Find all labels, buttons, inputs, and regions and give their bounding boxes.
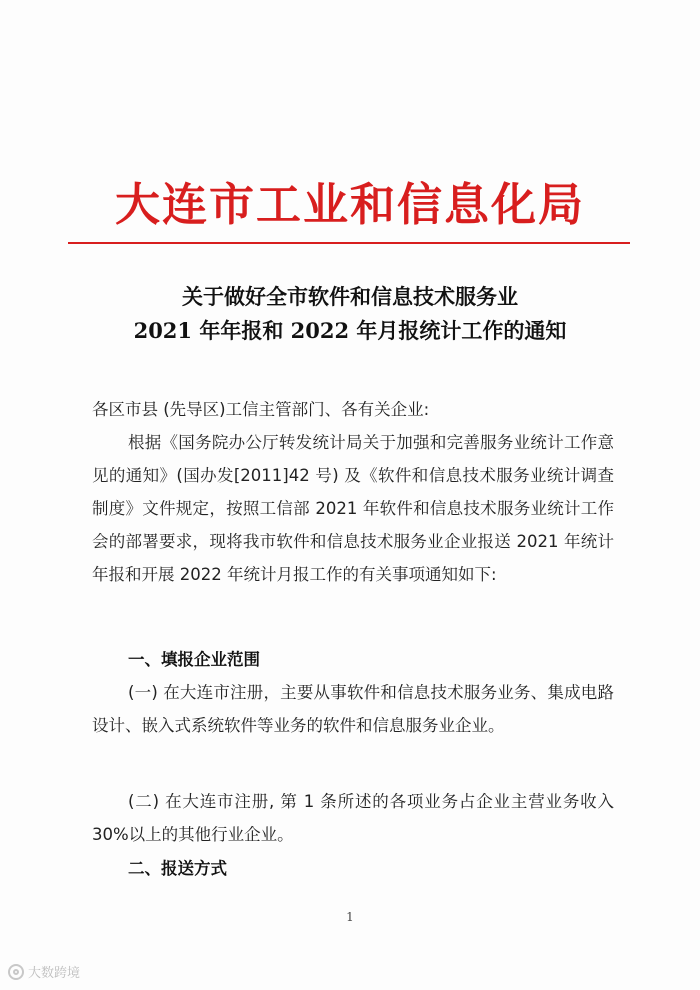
issuer-header: 大连市工业和信息化局: [114, 178, 585, 231]
watermark: [8, 962, 80, 981]
title-line-1: 关于做好全市软件和信息技术服务业: [182, 284, 518, 309]
title-line-2: 2021 年年报和 2022 年月报统计工作的通知: [133, 318, 567, 343]
item-1-text: (一) 在大连市注册，主要从事软件和信息技术服务业务、集成电路设计、嵌入式系统软件等业务的软件和信息服务业企业。: [92, 683, 614, 735]
item-1: [92, 676, 614, 742]
watermark-text: 大数跨境: [28, 966, 81, 981]
intro-paragraph-text: 根据《国务院办公厅转发统计局关于加强和完善服务业统计工作意见的通知》(国办发[2011]42 号) 及《软件和信息技术服务业统计调查制度》文件规定，按照工信部 2021 年软件和信息技术服务业统计工作会的部署要求，现将我市软件和信息技术服务业企业报送 2021 年统计年报和开展 2022 年统计月报工作的有关事项通知如下:: [92, 433, 614, 584]
intro-paragraph: [92, 426, 614, 591]
section-2-heading: 二、报送方式: [128, 859, 227, 878]
red-divider-line: [68, 242, 630, 244]
item-2: [92, 785, 614, 851]
item-2-text: (二) 在大连市注册, 第 1 条所述的各项业务占企业主营业务收入 30%以上的其他行业企业。: [92, 792, 614, 844]
salutation: 各区市县 (先导区)工信主管部门、各有关企业:: [92, 400, 430, 419]
watermark-logo-icon: [8, 964, 24, 980]
document-title: [0, 280, 700, 348]
section-1-heading: 一、填报企业范围: [128, 650, 260, 669]
page-number: 1: [346, 910, 354, 924]
